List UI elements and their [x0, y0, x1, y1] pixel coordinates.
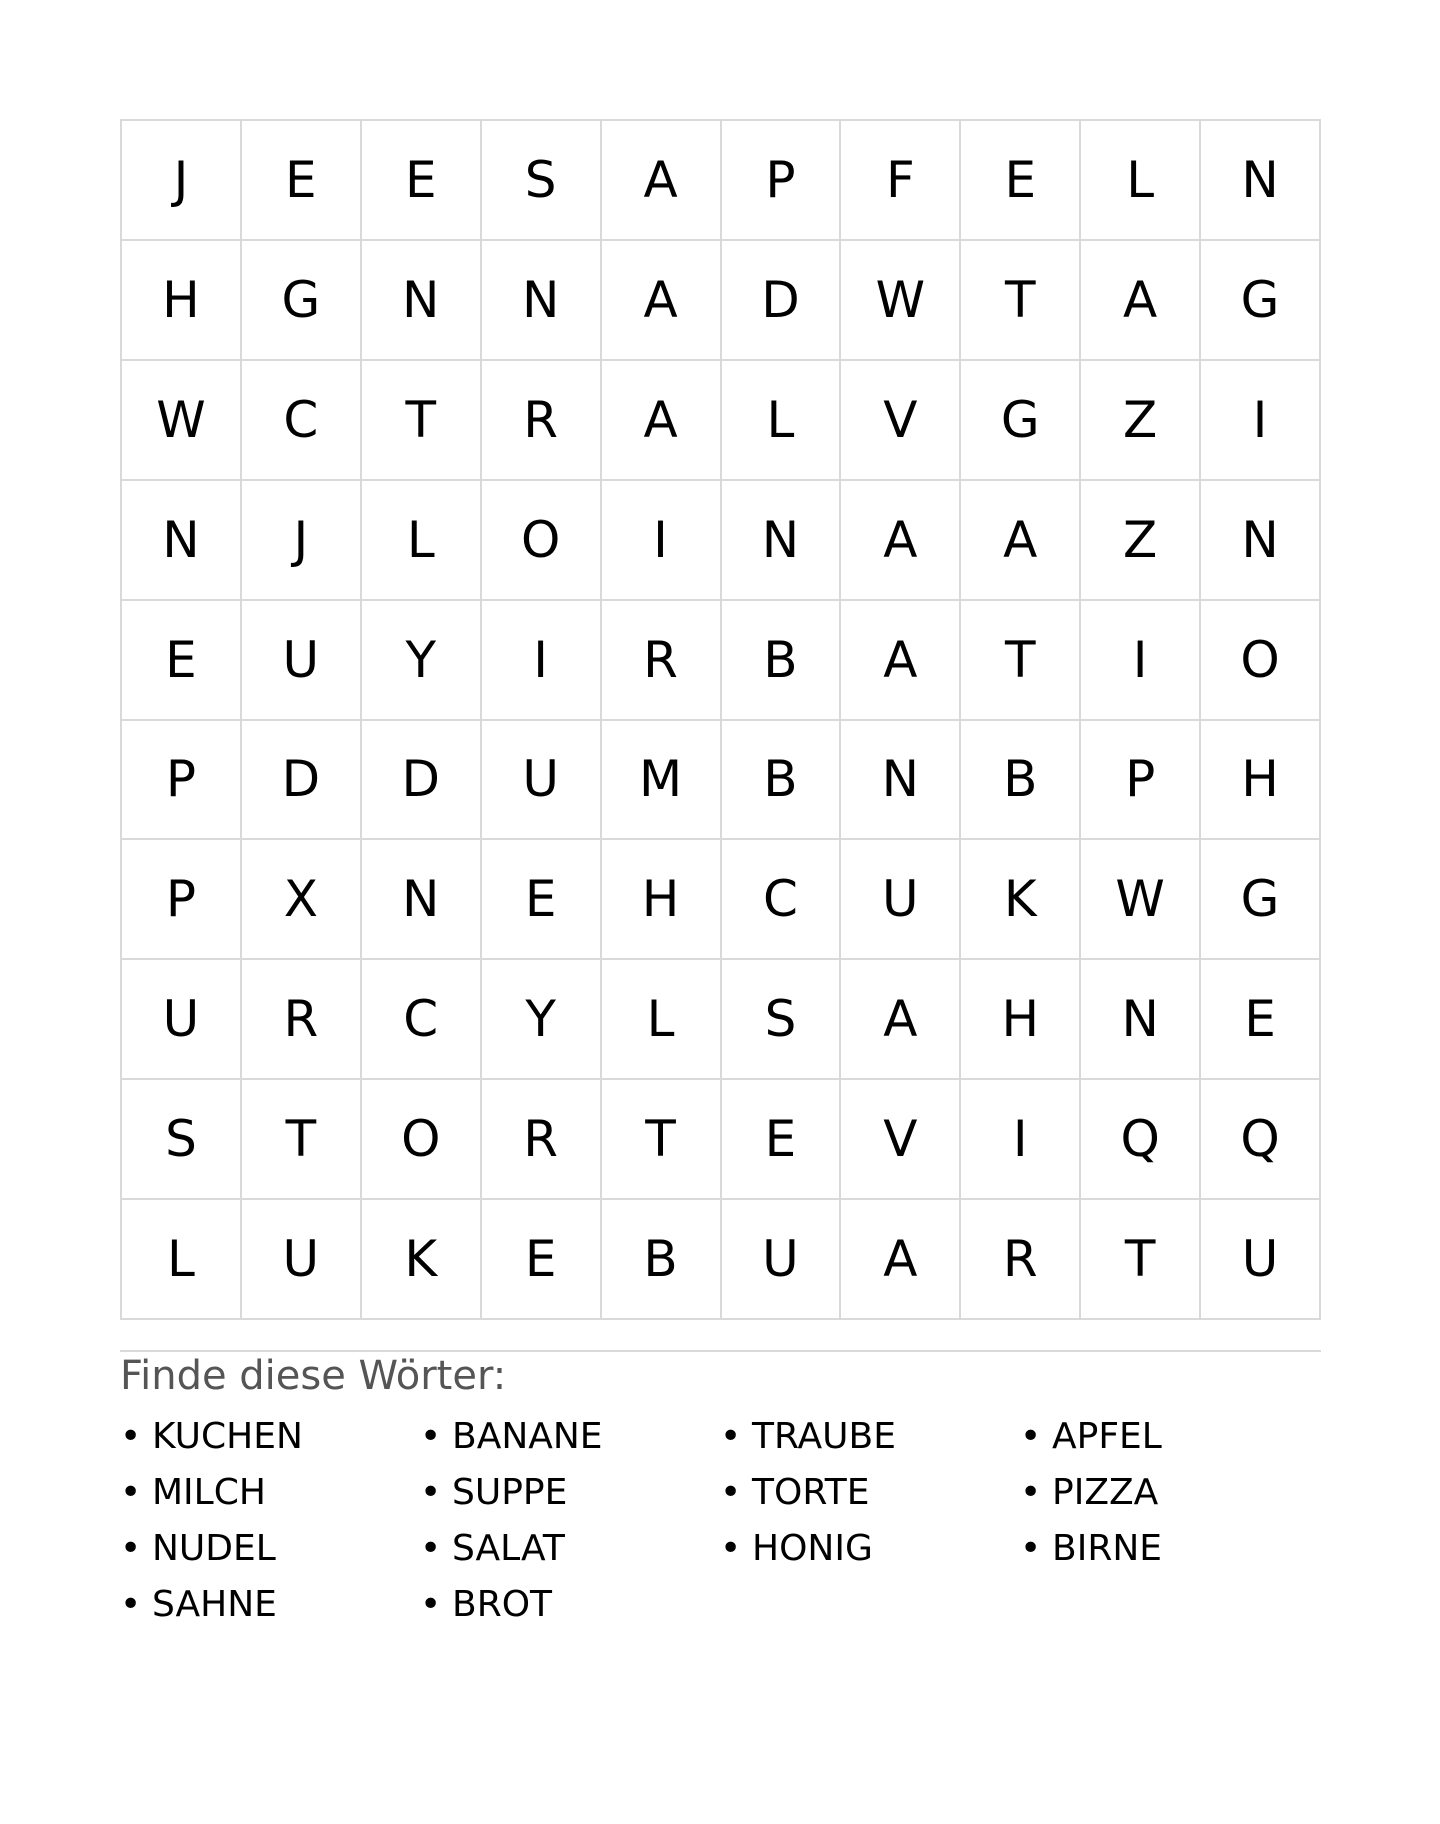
word-label: PIZZA: [1052, 1472, 1159, 1513]
grid-cell[interactable]: C: [362, 960, 482, 1080]
bullet-icon: •: [420, 1472, 442, 1513]
bullet-icon: •: [420, 1584, 442, 1625]
grid-cell[interactable]: T: [362, 361, 482, 481]
grid-cell[interactable]: A: [841, 601, 961, 721]
grid-cell[interactable]: O: [362, 1080, 482, 1200]
grid-cell[interactable]: Q: [1081, 1080, 1201, 1200]
grid-cell[interactable]: C: [722, 840, 842, 960]
grid-cell[interactable]: A: [961, 481, 1081, 601]
grid-cell[interactable]: F: [841, 121, 961, 241]
grid-cell[interactable]: K: [362, 1200, 482, 1320]
word-label: SAHNE: [152, 1584, 277, 1625]
grid-cell[interactable]: L: [602, 960, 722, 1080]
word-label: SALAT: [452, 1528, 565, 1569]
word-list-item: [120, 1465, 420, 1521]
grid-cell[interactable]: X: [242, 840, 362, 960]
word-label: MILCH: [152, 1472, 266, 1513]
grid-cell[interactable]: U: [1201, 1200, 1321, 1320]
grid-cell[interactable]: P: [722, 121, 842, 241]
grid-cell[interactable]: T: [242, 1080, 362, 1200]
grid-cell[interactable]: I: [961, 1080, 1081, 1200]
grid-cell[interactable]: G: [961, 361, 1081, 481]
bullet-icon: •: [120, 1584, 142, 1625]
grid-cell[interactable]: A: [841, 960, 961, 1080]
grid-cell[interactable]: B: [722, 601, 842, 721]
grid-cell[interactable]: H: [961, 960, 1081, 1080]
word-list-heading: Finde diese Wörter:: [120, 1353, 507, 1399]
grid-cell[interactable]: H: [122, 241, 242, 361]
grid-cell[interactable]: L: [362, 481, 482, 601]
grid-cell[interactable]: S: [122, 1080, 242, 1200]
word-list-item: [1020, 1465, 1320, 1521]
word-list-item: [120, 1577, 420, 1633]
grid-cell[interactable]: P: [122, 721, 242, 841]
word-label: BIRNE: [1052, 1528, 1163, 1569]
grid-cell[interactable]: Q: [1201, 1080, 1321, 1200]
word-list-item: [720, 1465, 1020, 1521]
grid-cell[interactable]: A: [1081, 241, 1201, 361]
grid-cell[interactable]: J: [122, 121, 242, 241]
word-label: TORTE: [752, 1472, 870, 1513]
word-label: KUCHEN: [152, 1416, 303, 1457]
word-label: HONIG: [752, 1528, 873, 1569]
grid-cell[interactable]: W: [841, 241, 961, 361]
grid-cell[interactable]: N: [1201, 481, 1321, 601]
bullet-icon: •: [1020, 1416, 1042, 1457]
grid-cell[interactable]: D: [362, 721, 482, 841]
bullet-icon: •: [420, 1416, 442, 1457]
grid-cell[interactable]: E: [242, 121, 362, 241]
letter-grid: [120, 119, 1321, 1320]
grid-cell[interactable]: R: [482, 361, 602, 481]
word-label: BANANE: [452, 1416, 603, 1457]
bullet-icon: •: [720, 1416, 742, 1457]
grid-cell[interactable]: U: [122, 960, 242, 1080]
grid-cell[interactable]: S: [482, 121, 602, 241]
grid-cell[interactable]: L: [122, 1200, 242, 1320]
grid-cell[interactable]: T: [961, 601, 1081, 721]
grid-cell[interactable]: L: [1081, 121, 1201, 241]
bullet-icon: •: [420, 1528, 442, 1569]
grid-cell[interactable]: G: [1201, 840, 1321, 960]
grid-cell[interactable]: I: [602, 481, 722, 601]
grid-cell[interactable]: R: [482, 1080, 602, 1200]
grid-cell[interactable]: T: [961, 241, 1081, 361]
grid-cell[interactable]: K: [961, 840, 1081, 960]
bullet-icon: •: [720, 1472, 742, 1513]
grid-cell[interactable]: N: [841, 721, 961, 841]
grid-cell[interactable]: A: [602, 361, 722, 481]
grid-cell[interactable]: R: [602, 601, 722, 721]
grid-cell[interactable]: P: [1081, 721, 1201, 841]
grid-cell[interactable]: C: [242, 361, 362, 481]
grid-cell[interactable]: L: [722, 361, 842, 481]
grid-cell[interactable]: Y: [482, 960, 602, 1080]
word-label: APFEL: [1052, 1416, 1162, 1457]
grid-cell[interactable]: E: [1201, 960, 1321, 1080]
grid-cell[interactable]: U: [242, 1200, 362, 1320]
grid-cell[interactable]: G: [242, 241, 362, 361]
grid-cell[interactable]: O: [1201, 601, 1321, 721]
grid-cell[interactable]: Z: [1081, 361, 1201, 481]
word-label: NUDEL: [152, 1528, 276, 1569]
grid-cell[interactable]: R: [961, 1200, 1081, 1320]
grid-cell[interactable]: P: [122, 840, 242, 960]
grid-cell[interactable]: J: [242, 481, 362, 601]
grid-cell[interactable]: E: [722, 1080, 842, 1200]
word-list-item: [720, 1409, 1020, 1465]
bullet-icon: •: [120, 1472, 142, 1513]
grid-cell[interactable]: N: [362, 241, 482, 361]
grid-cell[interactable]: T: [602, 1080, 722, 1200]
grid-cell[interactable]: B: [602, 1200, 722, 1320]
word-list-item: [420, 1577, 720, 1633]
grid-cell[interactable]: B: [722, 721, 842, 841]
grid-cell[interactable]: Z: [1081, 481, 1201, 601]
grid-cell[interactable]: N: [122, 481, 242, 601]
word-list: [120, 1409, 1321, 1633]
grid-cell[interactable]: A: [602, 121, 722, 241]
grid-cell[interactable]: V: [841, 1080, 961, 1200]
grid-cell[interactable]: E: [122, 601, 242, 721]
word-label: SUPPE: [452, 1472, 568, 1513]
grid-cell[interactable]: E: [961, 121, 1081, 241]
grid-cell[interactable]: U: [841, 840, 961, 960]
word-list-item: [1020, 1521, 1320, 1577]
grid-cell[interactable]: A: [841, 1200, 961, 1320]
grid-cell[interactable]: U: [482, 721, 602, 841]
grid-cell[interactable]: E: [482, 1200, 602, 1320]
grid-cell[interactable]: B: [961, 721, 1081, 841]
grid-cell[interactable]: H: [1201, 721, 1321, 841]
grid-cell[interactable]: W: [122, 361, 242, 481]
grid-cell[interactable]: I: [482, 601, 602, 721]
bullet-icon: •: [720, 1528, 742, 1569]
grid-cell[interactable]: O: [482, 481, 602, 601]
word-list-item: [420, 1465, 720, 1521]
grid-cell[interactable]: N: [482, 241, 602, 361]
grid-cell[interactable]: N: [1081, 960, 1201, 1080]
grid-cell[interactable]: D: [242, 721, 362, 841]
word-list-item: [420, 1409, 720, 1465]
grid-cell[interactable]: E: [482, 840, 602, 960]
grid-cell[interactable]: V: [841, 361, 961, 481]
word-list-item: [120, 1521, 420, 1577]
bullet-icon: •: [1020, 1528, 1042, 1569]
grid-cell[interactable]: U: [242, 601, 362, 721]
grid-cell[interactable]: E: [362, 121, 482, 241]
word-list-item: [720, 1521, 1020, 1577]
grid-cell[interactable]: Y: [362, 601, 482, 721]
grid-cell[interactable]: N: [1201, 121, 1321, 241]
grid-cell[interactable]: U: [722, 1200, 842, 1320]
bullet-icon: •: [1020, 1472, 1042, 1513]
grid-cell[interactable]: N: [722, 481, 842, 601]
grid-cell[interactable]: D: [722, 241, 842, 361]
word-list-item: [120, 1409, 420, 1465]
word-list-item: [1020, 1409, 1320, 1465]
grid-cell[interactable]: A: [602, 241, 722, 361]
grid-cell[interactable]: S: [722, 960, 842, 1080]
bullet-icon: •: [120, 1528, 142, 1569]
grid-cell[interactable]: N: [362, 840, 482, 960]
grid-cell[interactable]: H: [602, 840, 722, 960]
grid-cell[interactable]: W: [1081, 840, 1201, 960]
bullet-icon: •: [120, 1416, 142, 1457]
word-list-item: [420, 1521, 720, 1577]
grid-cell[interactable]: T: [1081, 1200, 1201, 1320]
grid-cell[interactable]: G: [1201, 241, 1321, 361]
grid-cell[interactable]: I: [1081, 601, 1201, 721]
word-label: BROT: [452, 1584, 553, 1625]
grid-cell[interactable]: M: [602, 721, 722, 841]
grid-cell[interactable]: R: [242, 960, 362, 1080]
word-label: TRAUBE: [752, 1416, 896, 1457]
grid-cell[interactable]: I: [1201, 361, 1321, 481]
grid-cell[interactable]: A: [841, 481, 961, 601]
